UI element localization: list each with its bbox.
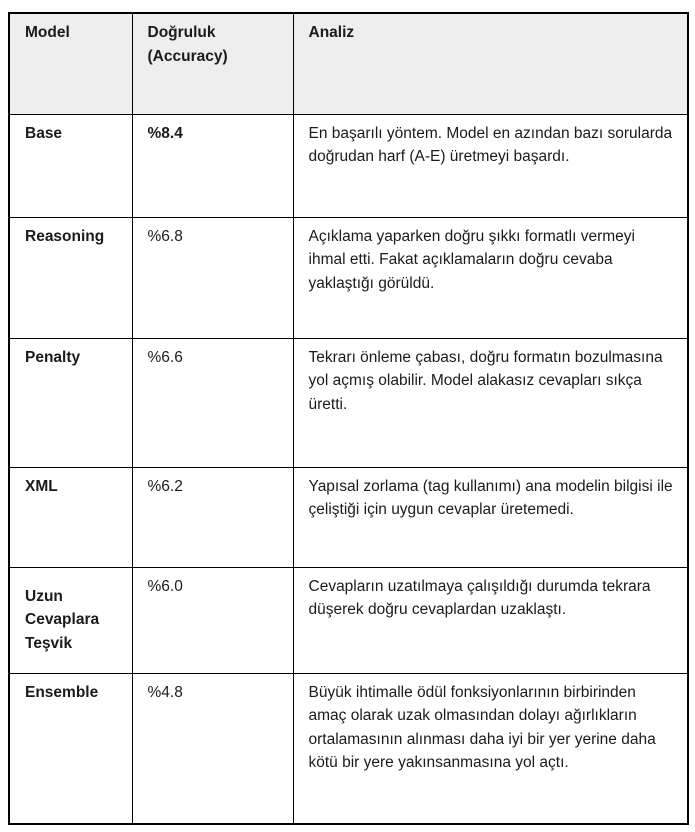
table-row [9, 338, 688, 467]
header-cell-model: Model [9, 13, 132, 114]
accuracy-cell: %6.2 [132, 467, 293, 567]
accuracy-cell: %6.6 [132, 338, 293, 467]
model-cell: Ensemble [9, 673, 132, 824]
table-row [9, 217, 688, 338]
results-table [8, 12, 689, 825]
accuracy-cell: %4.8 [132, 673, 293, 824]
model-cell: Reasoning [9, 217, 132, 338]
header-cell-accuracy: Doğruluk (Accuracy) [132, 13, 293, 114]
analysis-cell: Cevapların uzatılmaya çalışıldığı durumda tekrara düşerek doğru cevaplardan uzaklaştı. [293, 567, 688, 673]
table-row [9, 673, 688, 824]
analysis-cell: Yapısal zorlama (tag kullanımı) ana modelin bilgisi ile çeliştiği için uygun cevaplar üretemedi. [293, 467, 688, 567]
accuracy-cell: %6.0 [132, 567, 293, 673]
model-cell: Base [9, 114, 132, 217]
accuracy-cell: %8.4 [132, 114, 293, 217]
table-row [9, 114, 688, 217]
model-cell: Penalty [9, 338, 132, 467]
header-row [9, 13, 688, 114]
analysis-cell: Açıklama yaparken doğru şıkkı formatlı vermeyi ihmal etti. Fakat açıklamaların doğru cevaba yaklaştığı görüldü. [293, 217, 688, 338]
model-cell: XML [9, 467, 132, 567]
table-row [9, 467, 688, 567]
analysis-cell: Tekrarı önleme çabası, doğru formatın bozulmasına yol açmış olabilir. Model alakasız cevapları sıkça üretti. [293, 338, 688, 467]
table-row [9, 567, 688, 673]
table-header [9, 13, 688, 114]
header-cell-analysis: Analiz [293, 13, 688, 114]
analysis-cell: Büyük ihtimalle ödül fonksiyonlarının birbirinden amaç olarak uzak olmasından dolayı ağırlıkların ortalamasının alınması daha iyi bir yer yerine daha kötü bir yere yakınsanmasına yol açtı. [293, 673, 688, 824]
table-body [9, 114, 688, 824]
accuracy-cell: %6.8 [132, 217, 293, 338]
analysis-cell: En başarılı yöntem. Model en azından bazı sorularda doğrudan harf (A-E) üretmeyi başardı. [293, 114, 688, 217]
model-cell: Uzun Cevaplara Teşvik [9, 567, 132, 673]
